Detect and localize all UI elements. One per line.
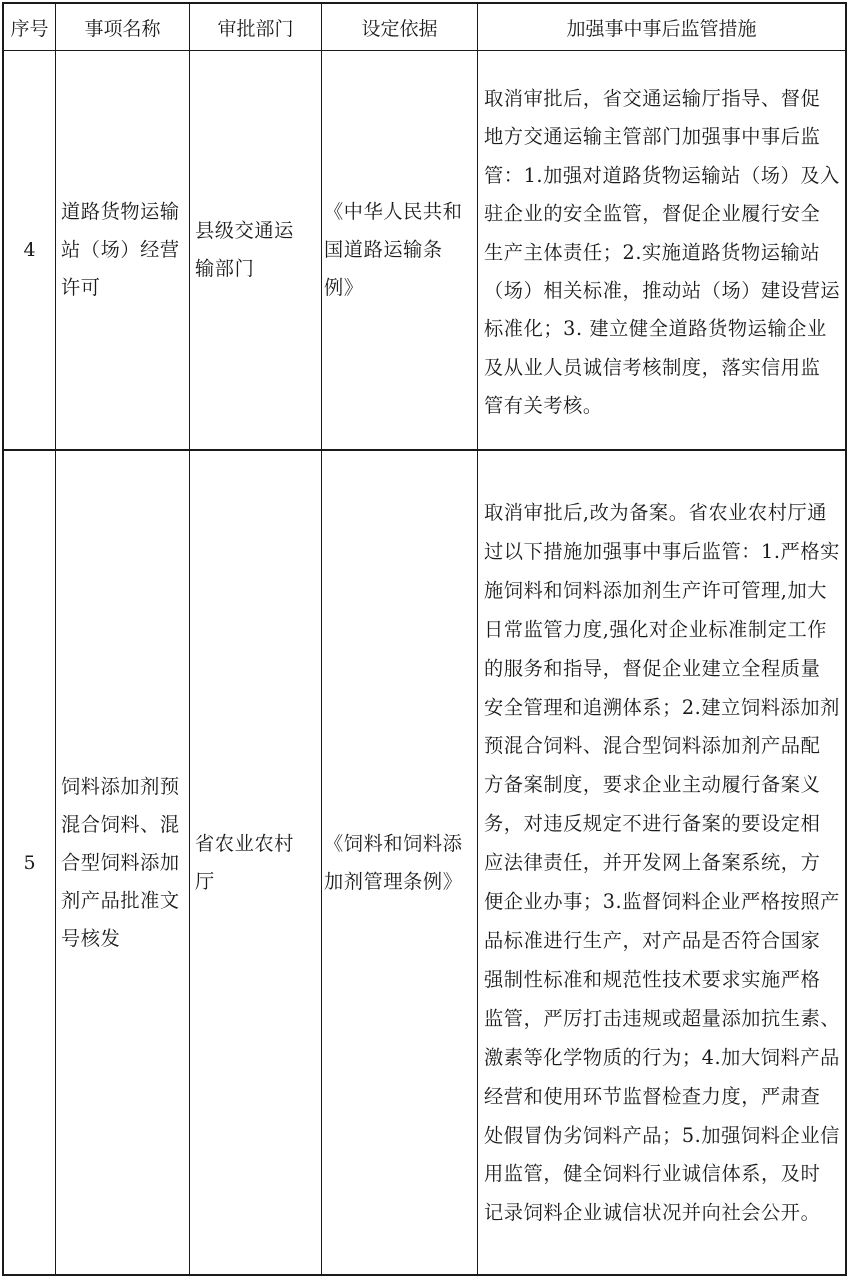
row-4-approval-dept <box>195 51 321 449</box>
measure-line: 处假冒伪劣饲料产品；5.加强饲料企业信 <box>484 1123 840 1147</box>
measure-line: 用监管，健全饲料行业诚信体系，及时 <box>484 1162 821 1186</box>
measure-line: 地方交通运输主管部门加强事中事后监 <box>484 125 821 149</box>
row-4-supervision-measures <box>484 80 846 426</box>
measure-line: 品标准进行生产，对产品是否符合国家 <box>484 928 821 952</box>
measure-line: 取消审批后,改为备案。省农业农村厅通 <box>484 501 828 524</box>
measure-line: 务，对违反规定不进行备案的要设定相 <box>484 812 821 836</box>
measure-line: 激素等化学物质的行为；4.加大饲料产品 <box>484 1045 840 1069</box>
item-name-line: 混合饲料、混 <box>61 812 180 836</box>
header-item-name: 事项名称 <box>84 17 161 40</box>
dept-line: 省农业农村 <box>195 831 294 855</box>
row-4-seq: 4 <box>23 239 36 261</box>
item-name-line: 许可 <box>61 276 101 299</box>
header-approval-dept: 审批部门 <box>217 17 294 40</box>
header-legal-basis: 设定依据 <box>361 17 438 40</box>
measure-line: 方备案制度，要求企业主动履行备案义 <box>484 773 821 797</box>
basis-line: 例》 <box>324 276 364 299</box>
item-name-line: 合型饲料添加 <box>61 850 180 874</box>
column-divider <box>477 4 478 1274</box>
approval-items-table <box>2 2 847 1276</box>
measure-line: 取消审批后，省交通运输厅指导、督促 <box>484 87 821 110</box>
measure-line: 强制性标准和规范性技术要求实施严格 <box>484 967 821 991</box>
dept-line: 输部门 <box>195 257 255 280</box>
measure-line: （场）相关标准，推动站（场）建设营运 <box>484 279 841 303</box>
measure-line: 预混合饲料、混合型饲料添加剂产品配 <box>484 734 821 758</box>
row-5-seq: 5 <box>23 851 36 874</box>
measure-line: 记录饲料企业诚信状况并向社会公开。 <box>484 1201 821 1225</box>
row-5-approval-dept <box>195 451 321 1274</box>
column-divider <box>321 4 322 1274</box>
column-divider <box>189 4 190 1274</box>
measure-line: 监管，严厉打击违规或超量添加抗生素、 <box>484 1006 841 1030</box>
basis-line: 《中华人民共和 <box>324 200 463 223</box>
measure-line: 及从业人员诚信考核制度，落实信用监 <box>484 355 821 379</box>
item-name-line: 道路货物运输 <box>61 200 180 223</box>
basis-line: 加剂管理条例》 <box>324 869 463 893</box>
measure-line: 便企业办事；3.监督饲料企业严格按照产 <box>484 890 840 914</box>
item-name-line: 号核发 <box>61 926 121 950</box>
measure-line: 过以下措施加强事中事后监管：1.严格实 <box>484 539 840 563</box>
measure-line: 驻企业的安全监管，督促企业履行安全 <box>484 202 821 226</box>
header-seq: 序号 <box>10 17 49 40</box>
basis-line: 国道路运输条 <box>324 238 443 261</box>
measure-line: 生产主体责任；2.实施道路货物运输站 <box>484 240 821 264</box>
basis-line: 《饲料和饲料添 <box>324 831 463 855</box>
measure-line: 日常监管力度,强化对企业标准制定工作 <box>484 617 828 641</box>
column-divider <box>55 4 56 1274</box>
row-4-item-name <box>61 51 189 449</box>
measure-line: 应法律责任，并开发网上备案系统，方 <box>484 851 821 875</box>
row-4-legal-basis <box>324 51 477 449</box>
header-supervision-measures: 加强事中事后监管措施 <box>566 17 757 40</box>
measure-line: 安全管理和追溯体系；2.建立饲料添加剂 <box>484 695 840 719</box>
measure-line: 标准化；3. 建立健全道路货物运输企业 <box>484 317 827 341</box>
row-5-item-name <box>61 451 189 1274</box>
dept-line: 厅 <box>195 869 215 893</box>
measure-line: 管：1.加强对道路货物运输站（场）及入 <box>484 163 840 187</box>
row-5-supervision-measures <box>484 494 846 1233</box>
measure-line: 施饲料和饲料添加剂生产许可管理,加大 <box>484 578 828 602</box>
measure-line: 经营和使用环节监督检查力度，严肃查 <box>484 1084 821 1108</box>
row-5-legal-basis <box>324 451 477 1274</box>
measure-line: 的服务和指导，督促企业建立全程质量 <box>484 656 821 680</box>
item-name-line: 站（场）经营 <box>61 238 180 261</box>
measure-line: 管有关考核。 <box>484 394 603 418</box>
item-name-line: 剂产品批准文 <box>61 888 180 912</box>
item-name-line: 饲料添加剂预 <box>61 774 180 798</box>
dept-line: 县级交通运 <box>195 219 294 242</box>
